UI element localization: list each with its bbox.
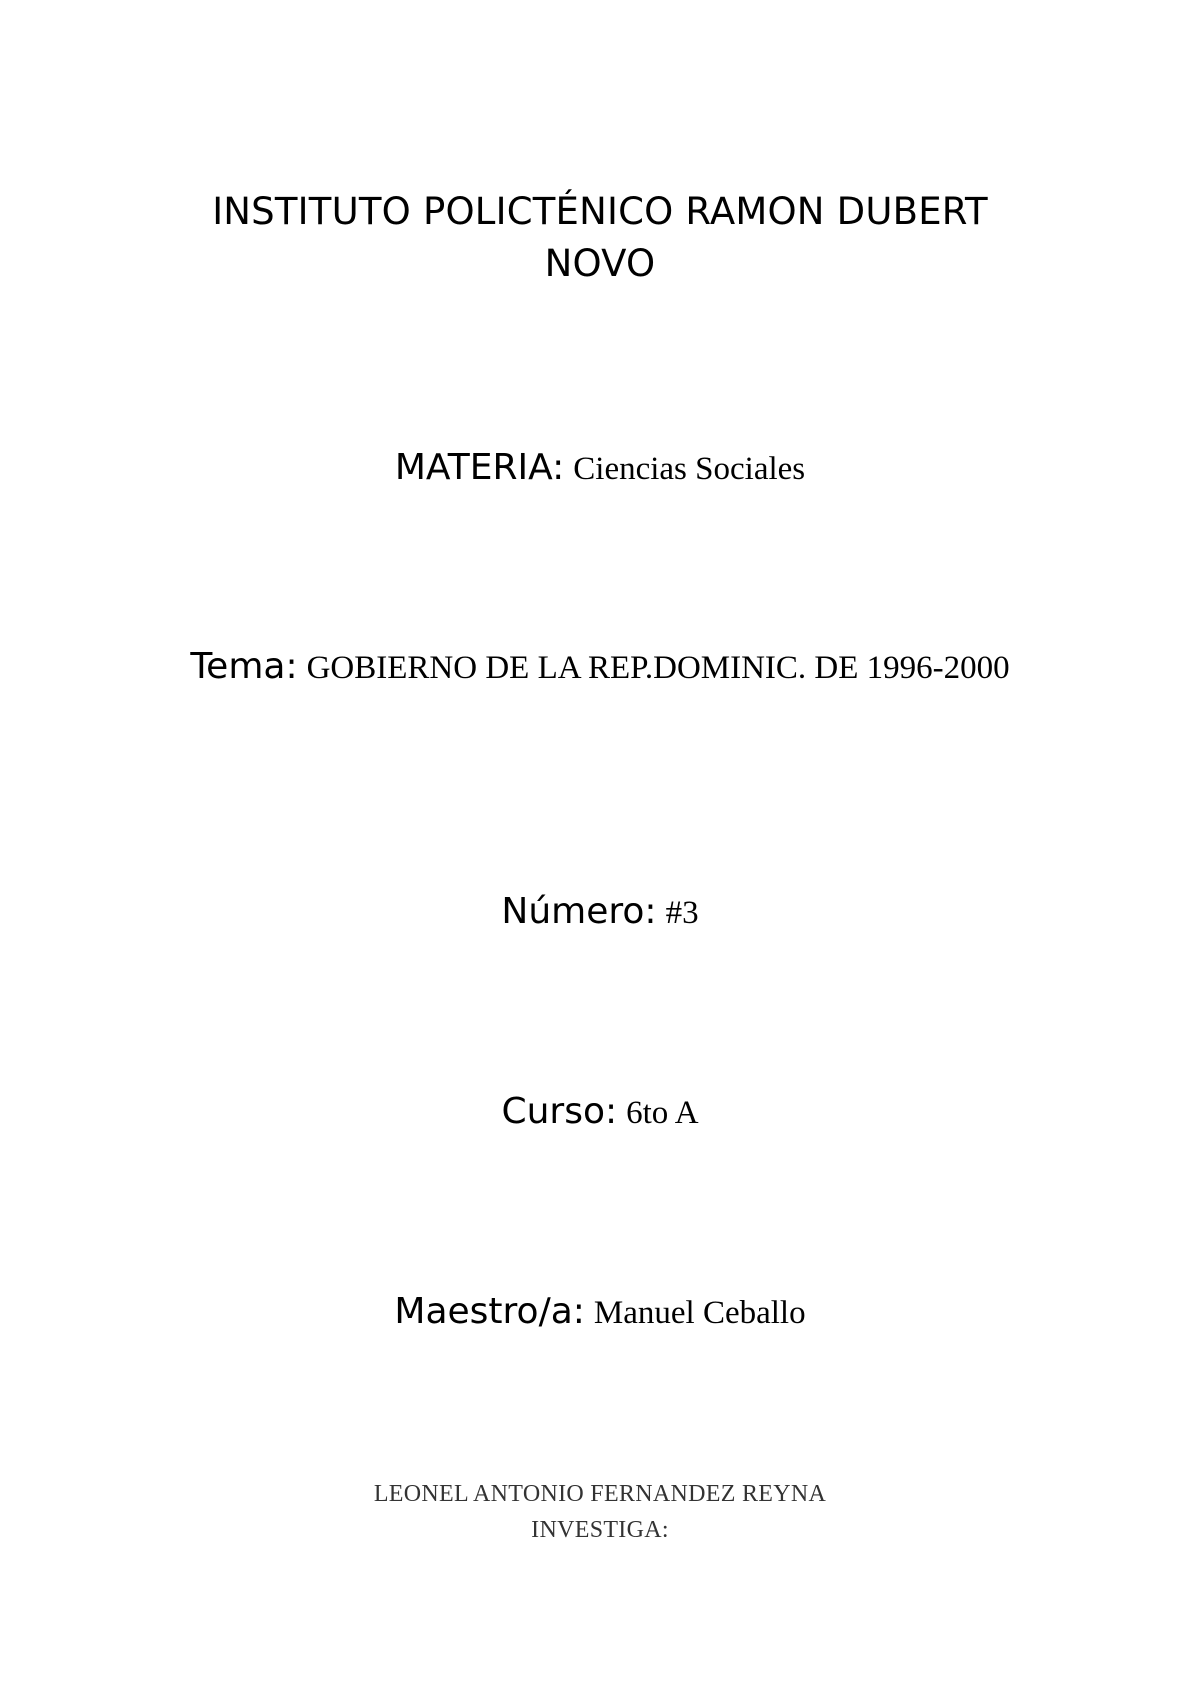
number-label: Número: [501,891,657,932]
school-title-line1: INSTITUTO POLICTÉNICO RAMON DUBERT [212,190,988,233]
teacher-label: Maestro/a: [394,1291,585,1332]
subject-value: Ciencias Sociales [573,451,806,487]
topic-label: Tema: [190,646,298,687]
teacher-value: Manuel Ceballo [593,1295,806,1331]
subject-label: MATERIA: [394,447,565,488]
school-title [0,186,1200,290]
topic-value: GOBIERNO DE LA REP.DOMINIC. DE 1996-2000 [306,650,1010,686]
author-name: LEONEL ANTONIO FERNANDEZ REYNA [373,1481,827,1507]
course-label: Curso: [501,1091,618,1132]
subject-field [0,442,1200,494]
number-field [0,886,1200,938]
number-value: #3 [665,895,699,931]
topic-field [150,642,1050,692]
course-field [0,1086,1200,1138]
school-title-line2: NOVO [544,242,656,285]
author-role: INVESTIGA: [531,1517,669,1543]
course-value: 6to A [626,1095,699,1131]
teacher-field [0,1286,1200,1338]
author-block [0,1476,1200,1548]
